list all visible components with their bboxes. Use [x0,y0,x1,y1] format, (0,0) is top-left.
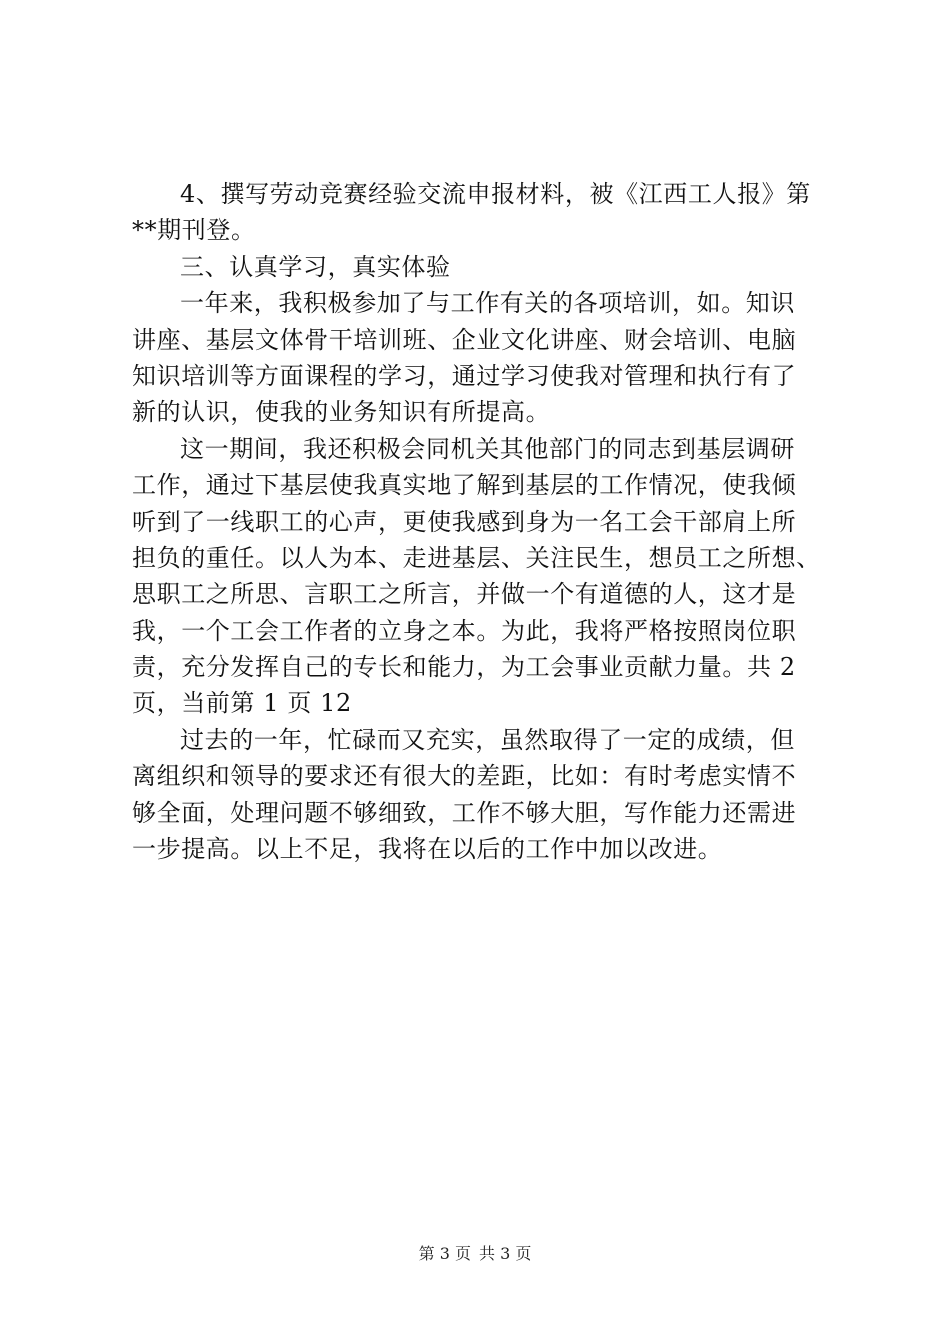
paragraph-line: 新的认识，使我的业务知识有所提高。 [132,398,551,427]
paragraph-line: **期刊登。 [132,216,256,245]
section-heading: 三、认真学习，真实体验 [180,252,451,281]
paragraph-line: 听到了一线职工的心声，更使我感到身为一名工会干部肩上所 [132,507,797,536]
paragraph-line: 4、撰写劳动竞赛经验交流申报材料，被《江西工人报》第 [180,180,811,208]
document-body [132,176,832,867]
paragraph-line: 担负的重任。以人为本、走进基层、关注民生，想员工之所想、 [132,543,821,572]
page-total: 共 3 页 [479,1244,532,1263]
paragraph-line: 责，充分发挥自己的专长和能力，为工会事业贡献力量。共 2 [132,653,796,682]
paragraph-line: 思职工之所思、言职工之所言，并做一个有道德的人，这才是 [132,580,797,609]
paragraph-line: 这一期间，我还积极会同机关其他部门的同志到基层调研 [180,434,795,463]
paragraph-line: 页，当前第 1 页 12 [132,689,352,718]
paragraph-line: 工作，通过下基层使我真实地了解到基层的工作情况，使我倾 [132,471,797,500]
page-footer [0,1244,950,1264]
paragraph-line: 够全面，处理问题不够细致，工作不够大胆，写作能力还需进 [132,798,797,827]
paragraph-line: 离组织和领导的要求还有很大的差距，比如：有时考虑实情不 [132,762,797,791]
page-number: 第 3 页 [418,1244,471,1263]
paragraph-line: 我，一个工会工作者的立身之本。为此，我将严格按照岗位职 [132,616,797,645]
paragraph-line: 一年来，我积极参加了与工作有关的各项培训，如。知识 [180,289,795,318]
paragraph-line: 知识培训等方面课程的学习，通过学习使我对管理和执行有了 [132,361,797,390]
paragraph-line: 过去的一年，忙碌而又充实，虽然取得了一定的成绩，但 [180,725,795,754]
paragraph-line: 讲座、基层文体骨干培训班、企业文化讲座、财会培训、电脑 [132,325,797,354]
paragraph-line: 一步提高。以上不足，我将在以后的工作中加以改进。 [132,835,723,864]
